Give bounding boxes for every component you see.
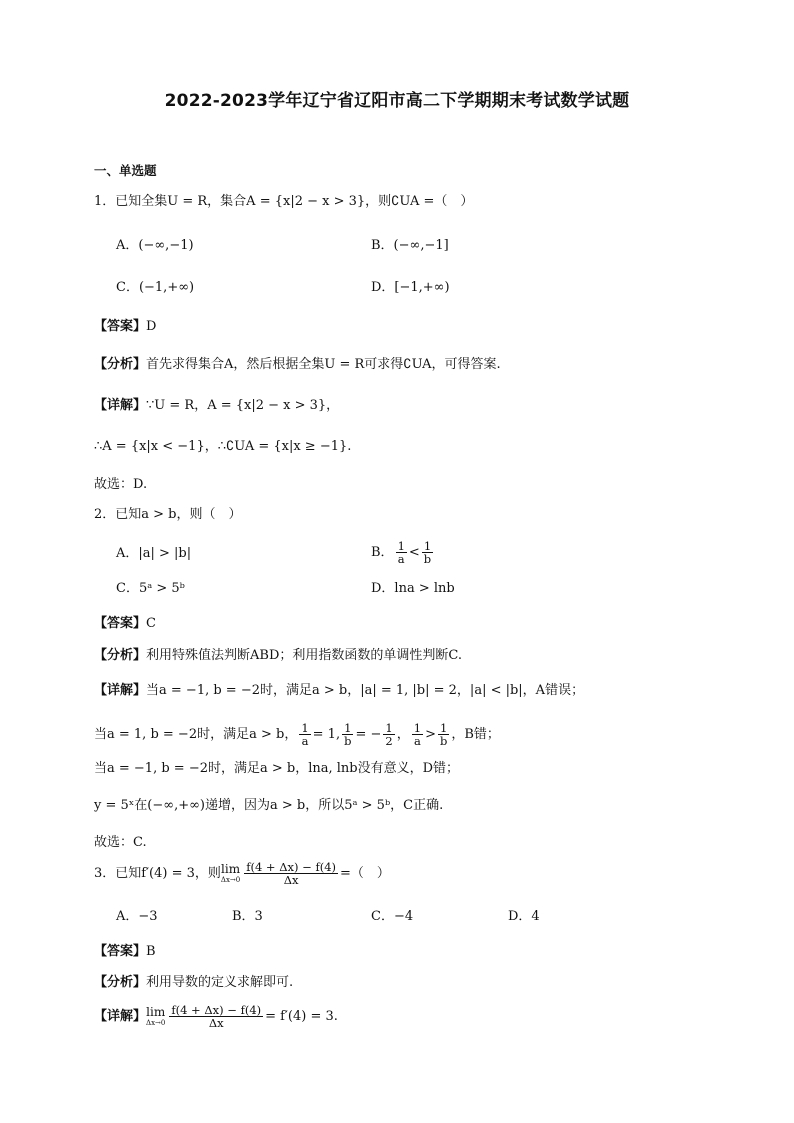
lim-subscript: Δx→0 bbox=[220, 876, 241, 884]
q2-detail-4: y = 5ˣ在(−∞,+∞)递增，因为a > b，所以5ᵃ > 5ᵇ，C正确. bbox=[94, 798, 444, 813]
q3-option-a: A．−3 bbox=[116, 909, 158, 924]
q3-stem-suffix: =（ ） bbox=[340, 866, 390, 881]
q1-option-c: C．(−1,+∞) bbox=[116, 280, 195, 295]
answer-label: 【答案】 bbox=[94, 616, 147, 631]
q3-option-c: C．−4 bbox=[371, 909, 414, 924]
q3-analysis: 利用导数的定义求解即可. bbox=[146, 975, 294, 990]
q2-detail-2-text: = 1, bbox=[312, 727, 341, 742]
fraction-numerator: f(4 + Δx) − f(4) bbox=[171, 1003, 262, 1017]
q2-detail-row bbox=[94, 682, 584, 700]
lim-text: lim bbox=[221, 862, 241, 876]
lim-text: lim bbox=[146, 1005, 166, 1019]
q1-detail-row bbox=[94, 397, 339, 415]
q2-detail-2-text: = − bbox=[355, 727, 382, 742]
q3-option-d: D．4 bbox=[508, 909, 540, 924]
fraction-numerator: 1 bbox=[342, 722, 353, 735]
q1-conclusion: 故选：D. bbox=[94, 477, 148, 492]
fraction bbox=[342, 722, 353, 747]
q2-option-b-prefix: B． bbox=[371, 545, 394, 560]
q2-answer-row bbox=[94, 615, 156, 633]
detail-label: 【详解】 bbox=[94, 1009, 147, 1024]
q2-option-c: C．5ᵃ > 5ᵇ bbox=[116, 581, 185, 596]
q1-stem: 1．已知全集U = R，集合A = {x|2 − x > 3}，则∁UA =（ ） bbox=[94, 194, 474, 209]
q2-detail-2-text: 当a = 1, b = −2时，满足a > b， bbox=[94, 727, 298, 742]
q2-analysis: 利用特殊值法判断ABD；利用指数函数的单调性判断C. bbox=[146, 648, 462, 663]
q1-detail-1: ∵U = R，A = {x|2 − x > 3}， bbox=[146, 398, 340, 413]
fraction bbox=[299, 722, 310, 747]
fraction bbox=[412, 722, 423, 747]
fraction-denominator: Δx bbox=[208, 1016, 224, 1030]
q2-answer: C bbox=[146, 616, 156, 631]
page-title: 2022-2023学年辽宁省辽阳市高二下学期期末考试数学试题 bbox=[164, 91, 630, 111]
detail-label: 【详解】 bbox=[94, 398, 147, 413]
limit-operator bbox=[146, 1006, 165, 1027]
section-heading: 一、单选题 bbox=[94, 163, 157, 178]
q2-detail-3: 当a = −1, b = −2时，满足a > b，lna, lnb没有意义，D错； bbox=[94, 761, 460, 776]
q3-detail-row bbox=[94, 1004, 338, 1029]
fraction bbox=[383, 722, 394, 747]
fraction-numerator: 1 bbox=[397, 539, 405, 553]
fraction-denominator: a bbox=[413, 734, 421, 748]
fraction-denominator: b bbox=[439, 734, 448, 748]
fraction-denominator: Δx bbox=[283, 873, 299, 887]
q2-detail-2-text: ， bbox=[396, 727, 410, 742]
q3-analysis-row bbox=[94, 974, 293, 992]
q3-stem bbox=[94, 861, 390, 886]
answer-label: 【答案】 bbox=[94, 319, 147, 334]
fraction-numerator: 1 bbox=[385, 721, 393, 735]
q2-option-d: D．lna > lnb bbox=[371, 581, 455, 596]
q1-detail-2: ∴A = {x|x < −1}，∴∁UA = {x|x ≥ −1}. bbox=[94, 439, 352, 454]
fraction-denominator: a bbox=[397, 552, 405, 566]
q2-detail-1: 当a = −1, b = −2时，满足a > b，|a| = 1, |b| = 2，|a| < |b|，A错误； bbox=[146, 683, 585, 698]
fraction bbox=[438, 722, 449, 747]
analysis-label: 【分析】 bbox=[94, 357, 147, 372]
q2-option-b bbox=[371, 540, 435, 565]
fraction bbox=[422, 540, 433, 565]
detail-label: 【详解】 bbox=[94, 683, 147, 698]
analysis-label: 【分析】 bbox=[94, 975, 147, 990]
q1-option-b: B．(−∞,−1] bbox=[371, 238, 449, 253]
q3-answer-row bbox=[94, 943, 156, 961]
fraction-numerator: 1 bbox=[413, 721, 422, 735]
fraction-numerator: f(4 + Δx) − f(4) bbox=[246, 860, 336, 874]
fraction-numerator: 1 bbox=[422, 540, 433, 553]
difference-quotient bbox=[244, 861, 338, 886]
q2-detail-2 bbox=[94, 722, 500, 747]
q1-analysis-row bbox=[94, 356, 501, 374]
q2-analysis-row bbox=[94, 647, 462, 665]
q2-option-a: A．|a| > |b| bbox=[116, 546, 192, 561]
fraction-numerator: 1 bbox=[301, 721, 309, 735]
q3-stem-prefix: 3．已知f′(4) = 3，则 bbox=[94, 866, 221, 881]
answer-label: 【答案】 bbox=[94, 944, 147, 959]
q2-conclusion: 故选：C. bbox=[94, 835, 147, 850]
difference-quotient bbox=[169, 1004, 263, 1029]
fraction-denominator: b bbox=[344, 734, 352, 748]
q2-detail-2-text: ，B错； bbox=[451, 727, 500, 742]
limit-operator bbox=[221, 863, 240, 884]
q1-answer-row bbox=[94, 318, 156, 336]
q1-option-d: D．[−1,+∞) bbox=[371, 280, 450, 295]
q1-analysis: 首先求得集合A，然后根据全集U = R可求得∁UA，可得答案. bbox=[146, 357, 501, 372]
q3-option-b: B．3 bbox=[232, 909, 263, 924]
q1-answer: D bbox=[146, 319, 157, 334]
less-than-sign: < bbox=[408, 545, 420, 560]
fraction-denominator: b bbox=[423, 552, 432, 566]
q1-option-a: A．(−∞,−1) bbox=[116, 238, 194, 253]
q2-stem: 2．已知a > b，则（ ） bbox=[94, 507, 242, 522]
fraction-denominator: 2 bbox=[385, 734, 393, 748]
analysis-label: 【分析】 bbox=[94, 648, 147, 663]
q3-detail-suffix: = f′(4) = 3. bbox=[265, 1009, 338, 1024]
fraction bbox=[396, 540, 407, 565]
fraction-numerator: 1 bbox=[438, 722, 449, 735]
q3-answer: B bbox=[146, 944, 156, 959]
fraction-denominator: a bbox=[301, 734, 309, 748]
q2-detail-2-text: > bbox=[425, 727, 436, 742]
lim-subscript: Δx→0 bbox=[146, 1019, 166, 1027]
